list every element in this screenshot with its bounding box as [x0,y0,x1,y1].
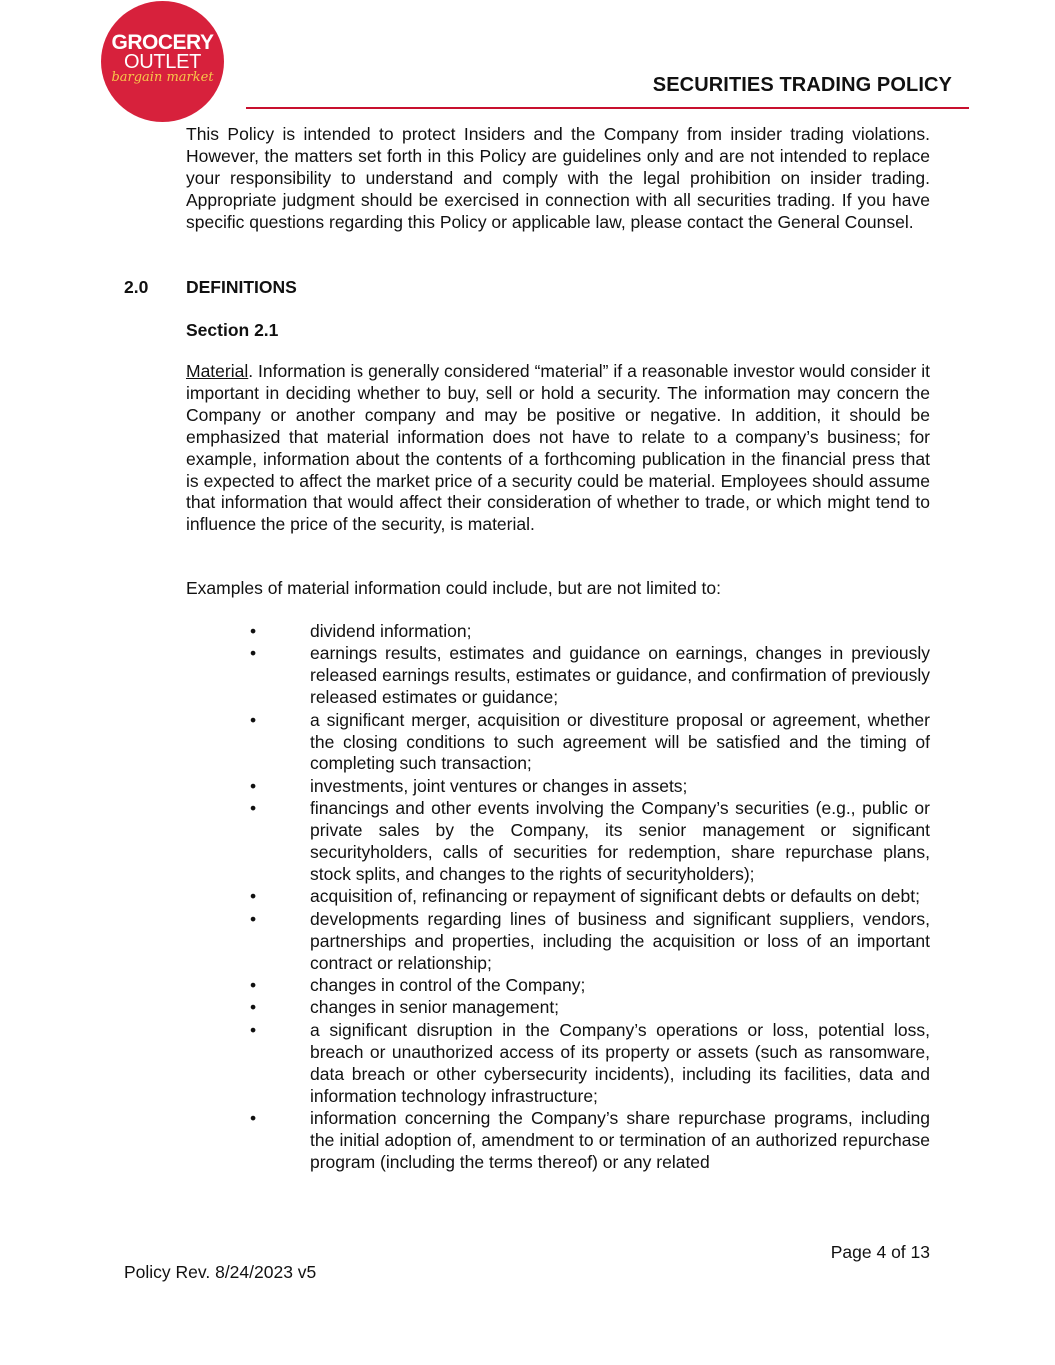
bullet-icon: • [250,886,257,907]
bullet-icon: • [250,1107,257,1128]
defined-term: Material [186,361,249,381]
material-examples-list [186,621,930,1174]
document-title: SECURITIES TRADING POLICY [652,74,952,96]
company-logo [101,1,224,122]
list-item-text: developments regarding lines of business and significant suppliers, vendors, partnerships and properties, including the acquisition or loss of an important contract or relationship; [310,908,930,973]
section-title: DEFINITIONS [186,277,297,297]
subsection-title: Section 2.1 [186,320,279,340]
list-item [186,643,930,709]
policy-revision: Policy Rev. 8/24/2023 v5 [124,1262,317,1282]
list-item [186,975,930,997]
list-item-text: investments, joint ventures or changes in assets; [310,775,688,796]
logo-text-outlet: OUTLET [123,51,202,73]
logo-text-grocery: GROCERY [111,31,214,54]
list-item-text: financings and other events involving the Company’s securities (e.g., public or private sales by the Company, its senior management or significant securityholders, calls of securities for redemption, share repurchase plans, stock splits, and changes to the rights of securityholders); [310,798,930,884]
bullet-icon: • [250,775,257,796]
intro-paragraph: This Policy is intended to protect Insiders and the Company from insider trading violations. However, the matters set forth in this Policy are guidelines only and are not intended to replace your responsibility to understand and comply with the legal prohibition on insider trading. Appropriate judgment should be exercised in connection with all securities trading. If you have specific questions regarding this Policy or applicable law, please contact the General Counsel. [186,124,930,232]
list-item-text: a significant merger, acquisition or divestiture proposal or agreement, whether the closing conditions to such agreement will be satisfied and the timing of completing such transaction; [310,709,930,774]
list-item [186,909,930,975]
list-item [186,886,930,908]
bullet-icon: • [250,975,257,995]
list-item-text: changes in control of the Company; [310,975,586,995]
list-item [186,798,930,886]
header-divider [246,107,969,109]
list-item [186,1108,930,1174]
examples-intro: Examples of material information could include, but are not limited to: [186,578,721,598]
list-item [186,621,930,643]
list-item-text: a significant disruption in the Company’s operations or loss, potential loss, breach or unauthorized access of its property or assets (such as ransomware, data breach or other cybersecurity incidents), including its facilities, data and information technology infrastructure; [310,1019,930,1106]
bullet-icon: • [250,997,257,1018]
section-number: 2.0 [124,277,149,297]
definition-body: . Information is generally considered “material” if a reasonable investor would consider it important in deciding whether to buy, sell or hold a security. The information may concern the Company or another company and may be positive or negative. In addition, it should be emphasized that material information does not have to relate to a company’s business; for example, information about the contents of a forthcoming publication in the financial press that is expected to affect the market price of a security could be material. Employees should assume that information that would affect their consideration of whether to trade, or which might tend to influence the price of the security, is material. [186,361,930,535]
list-item [186,776,930,798]
list-item-text: information concerning the Company’s share repurchase programs, including the initial adoption of, amendment to or termination of an authorized repurchase program (including the terms thereof) or any related [310,1107,930,1172]
material-definition [186,361,930,536]
logo-text-tagline: bargain market [111,70,214,85]
list-item [186,710,930,776]
bullet-icon: • [250,798,257,819]
bullet-icon: • [250,908,257,929]
bullet-icon: • [250,621,257,641]
bullet-icon: • [250,1019,257,1040]
bullet-icon: • [250,709,257,730]
bullet-icon: • [250,643,257,664]
list-item-text: changes in senior management; [310,997,560,1018]
list-item [186,997,930,1019]
list-item-text: dividend information; [310,621,472,641]
list-item-text: acquisition of, refinancing or repayment of significant debts or defaults on debt; [310,886,920,907]
list-item [186,1020,930,1108]
page-number: Page 4 of 13 [830,1242,930,1262]
list-item-text: earnings results, estimates and guidance on earnings, changes in previously released earnings results, estimates or guidance, and confirmation of previously released estimates or guidance; [310,643,930,708]
